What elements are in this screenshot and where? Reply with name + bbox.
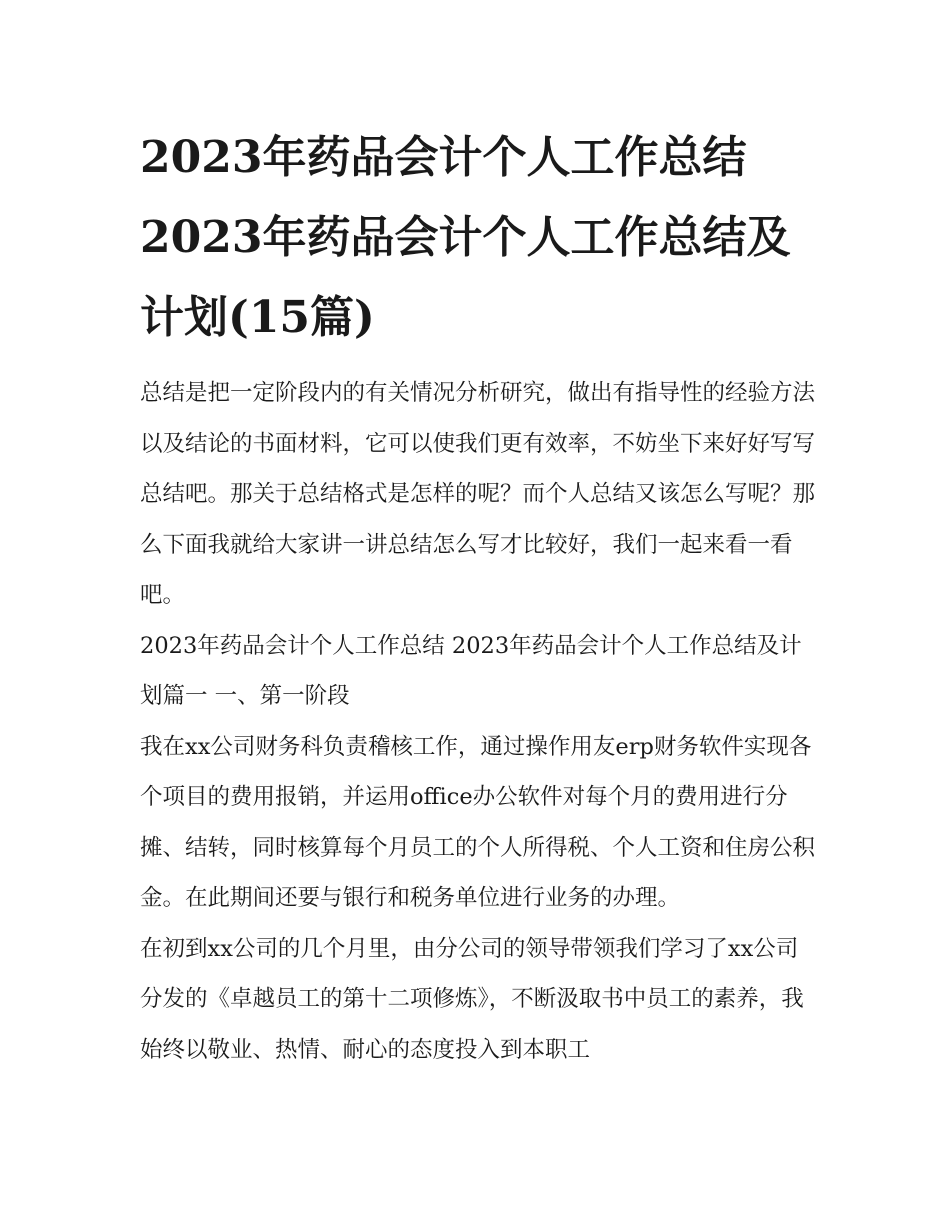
- section-heading-paragraph: 2023年药品会计个人工作总结 2023年药品会计个人工作总结及计划篇一 一、第一阶段: [140, 632, 802, 709]
- document-title: 2023年药品会计个人工作总结 2023年药品会计个人工作总结及计划(15篇): [140, 132, 791, 343]
- document-page: [140, 118, 820, 1075]
- body-paragraph-1: 我在xx公司财务科负责稽核工作，通过操作用友erp财务软件实现各个项目的费用报销，并运用office办公软件对每个月的费用进行分摊、结转，同时核算每个月员工的个人所得税、个人工资和住房公积金。在此期间还要与银行和税务单位进行业务的办理。: [140, 733, 816, 911]
- intro-paragraph: 总结是把一定阶段内的有关情况分析研究，做出有指导性的经验方法以及结论的书面材料，它可以使我们更有效率，不妨坐下来好好写写总结吧。那关于总结格式是怎样的呢？而个人总结又该怎么写呢？那么下面我就给大家讲一讲总结怎么写才比较好，我们一起来看一看吧。: [140, 380, 816, 608]
- body-paragraph-2: 在初到xx公司的几个月里，由分公司的领导带领我们学习了xx公司分发的《卓越员工的第十二项修炼》，不断汲取书中员工的素养，我始终以敬业、热情、耐心的态度投入到本职工: [140, 935, 804, 1063]
